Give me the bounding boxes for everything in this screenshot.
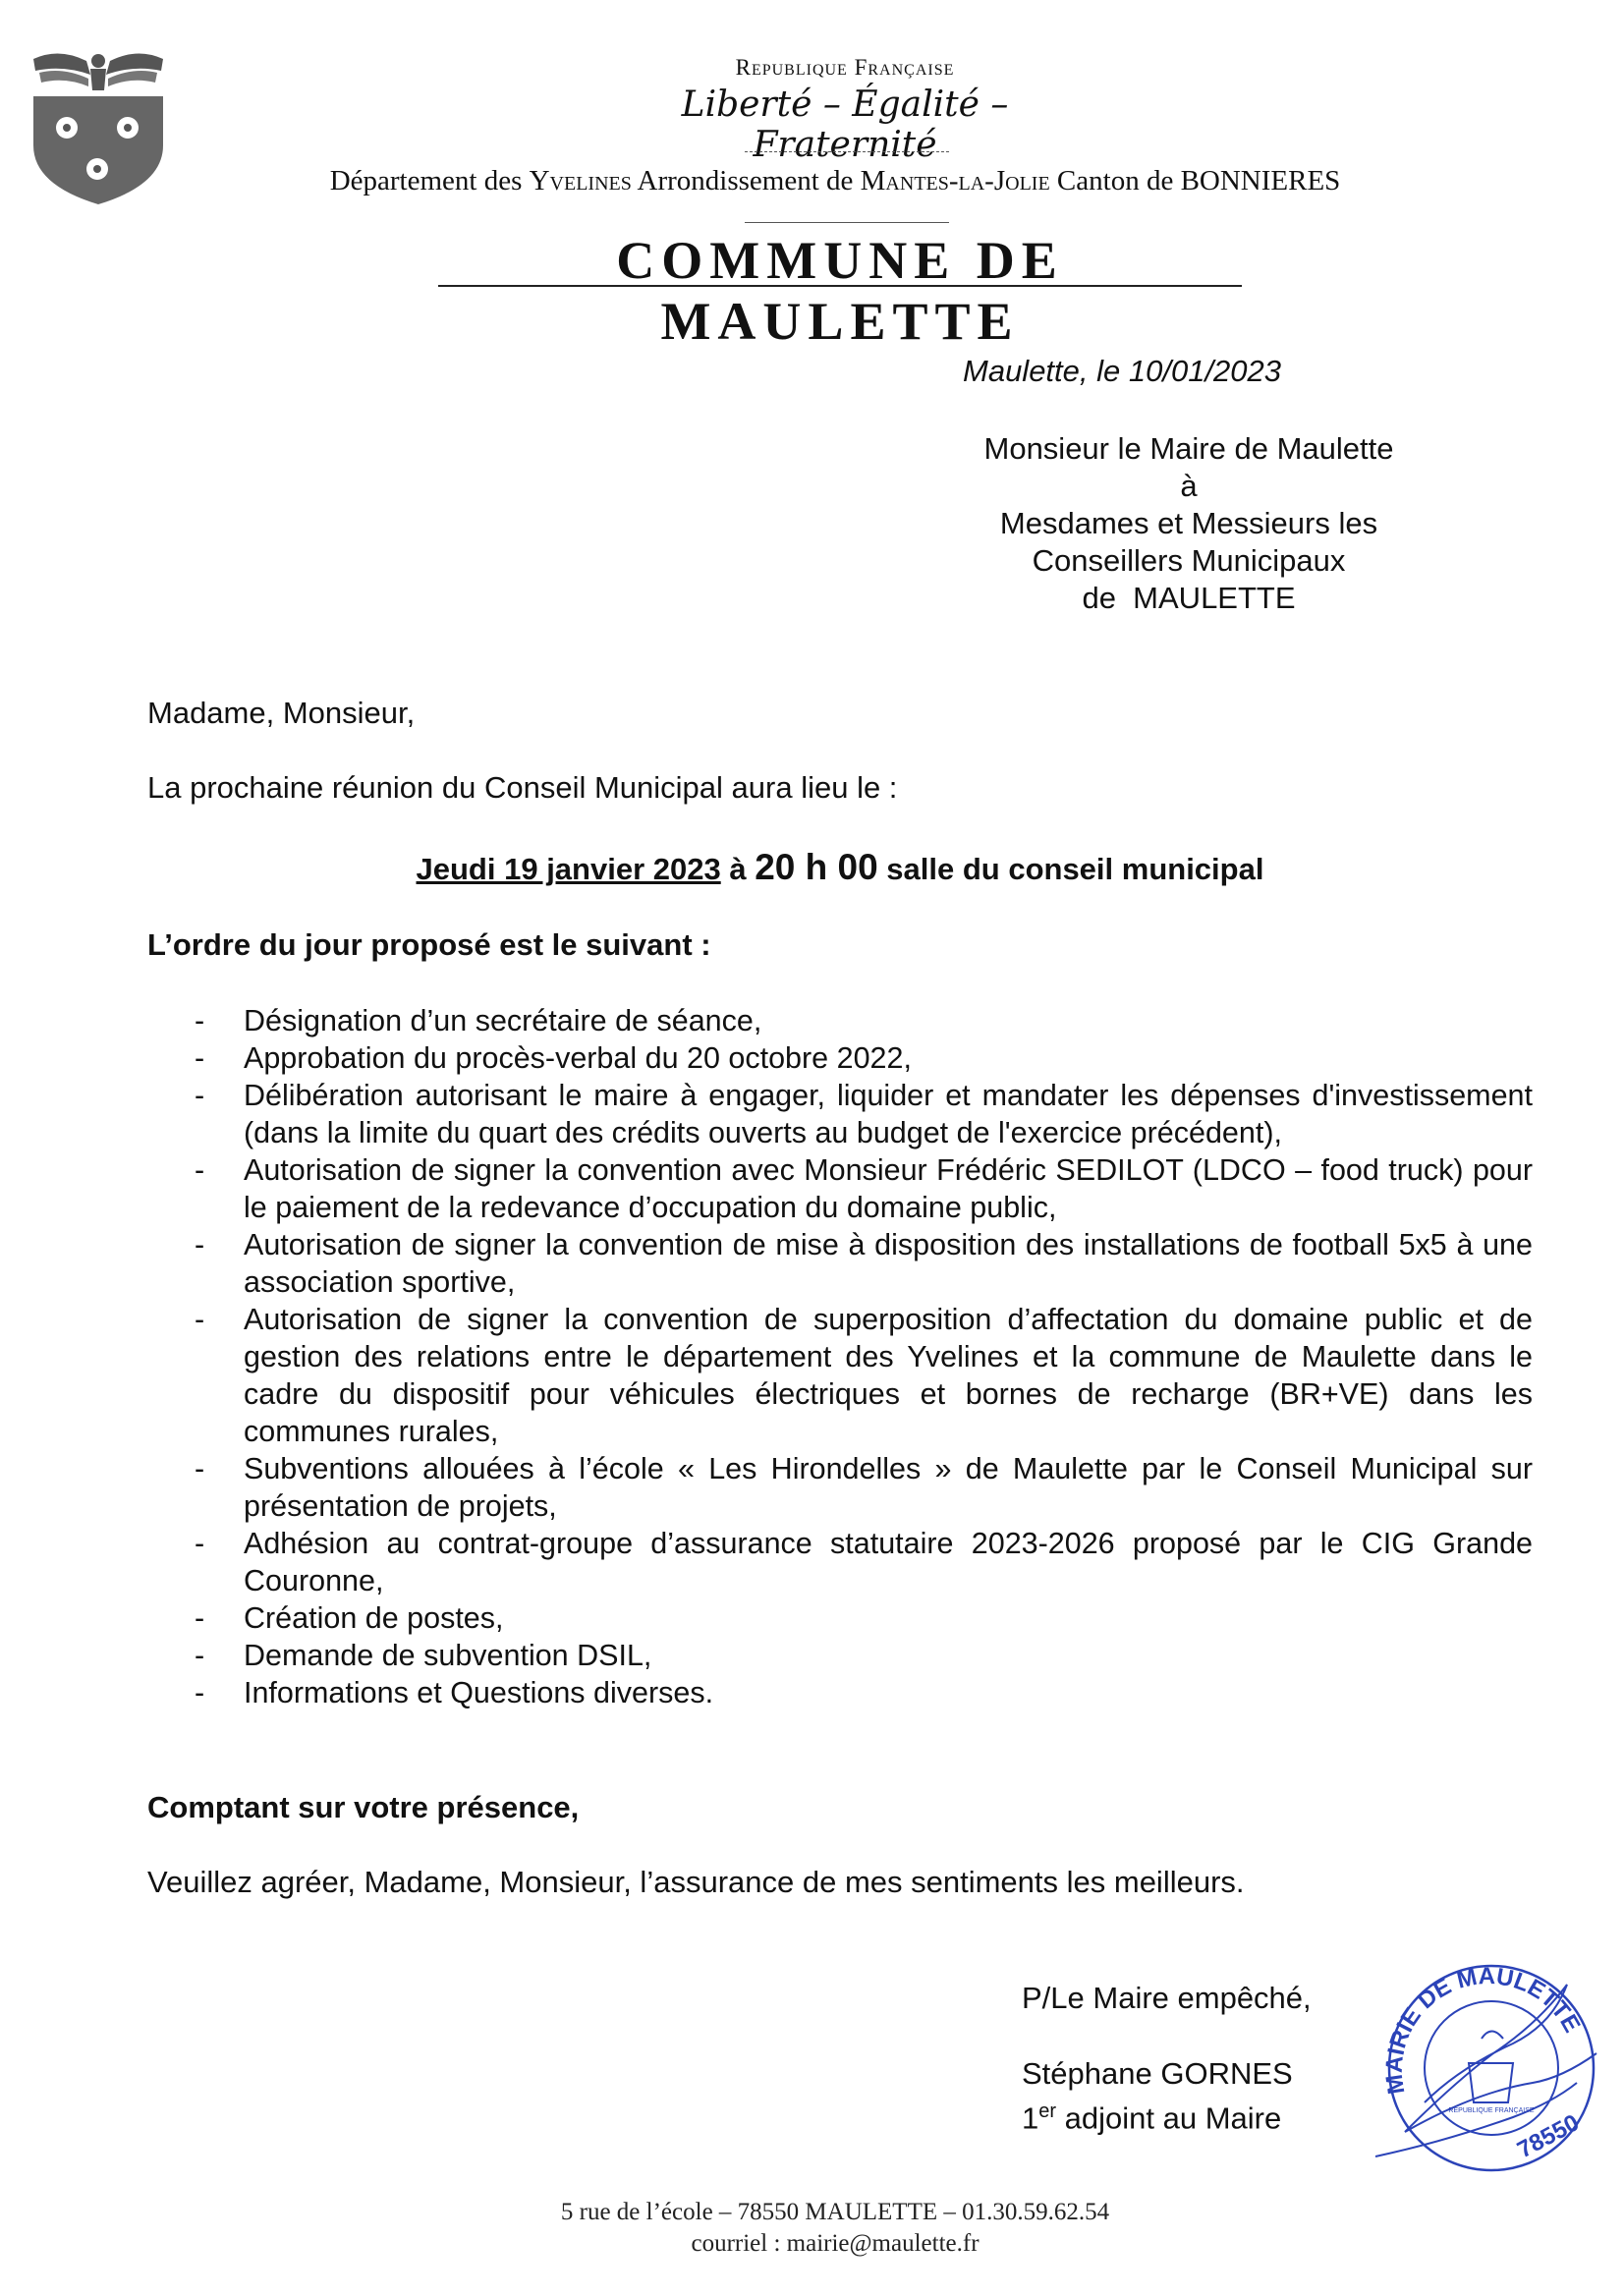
signatory-name: Stéphane GORNES (1022, 2056, 1293, 2091)
agenda-title: L’ordre du jour proposé est le suivant : (147, 927, 711, 962)
divider (745, 151, 949, 152)
signatory (1022, 2055, 1293, 2137)
list-item: - Demande de subvention DSIL, (195, 1639, 652, 1672)
footer (295, 2197, 1375, 2260)
list-item: - Création de postes, (195, 1601, 504, 1635)
stamp-inner: REPUBLIQUE FRANÇAISE (1448, 2107, 1535, 2114)
list-item: - Approbation du procès-verbal du 20 octobre 2022, (195, 1041, 912, 1075)
salutation: Madame, Monsieur, (147, 696, 416, 730)
commune-underline (438, 285, 1242, 287)
meeting-place: salle du conseil municipal (877, 852, 1264, 886)
footer-email: courriel : mairie@maulette.fr (691, 2230, 980, 2257)
agenda-list (147, 1002, 1533, 1711)
list-item: - Informations et Questions diverses. (195, 1676, 714, 1709)
list-item: - Délibération autorisant le maire à engager, liquider et mandater les dépenses d'investissement (dans la limite du quart des crédits ouverts au budget de l'exercice précédent), (195, 1079, 1533, 1149)
stamp-ring-text: MAIRIE DE MAULETTE (1380, 1963, 1586, 2097)
list-item: - Subventions allouées à l’école « Les Hirondelles » de Maulette par le Conseil Municipal sur présentation de projets, (195, 1452, 1533, 1523)
stamp-code: 78550 (1513, 2109, 1584, 2164)
intro-text: La prochaine réunion du Conseil Municipal aura lieu le : (147, 770, 898, 805)
administrative-location: Département des Yvelines Arrondissement de Mantes-la-Jolie Canton de BONNIERES (329, 165, 1341, 196)
closing-formula: Veuillez agréer, Madame, Monsieur, l’assurance de mes sentiments les meilleurs. (147, 1865, 1245, 1899)
republique-heading: Republique Française (735, 55, 955, 80)
meeting-info: Jeudi 19 janvier 2023 à 20 h 00 salle du conseil municipal (416, 847, 1264, 887)
list-item: - Désignation d’un secrétaire de séance, (195, 1004, 762, 1037)
meeting-date: Jeudi 19 janvier 2023 (416, 852, 721, 886)
coat-of-arms-logo (29, 47, 167, 206)
list-item: - Adhésion au contrat-groupe d’assurance statutaire 2023-2026 proposé par le CIG Grande Couronne, (195, 1527, 1533, 1597)
list-item: - Autorisation de signer la convention de mise à disposition des installations de football 5x5 à une association sportive, (195, 1228, 1533, 1299)
signature-title: P/Le Maire empêché, (1022, 1981, 1312, 2015)
signatory-role: 1er adjoint au Maire (1022, 2100, 1282, 2136)
commune-title: COMMUNE DE MAULETTE (616, 231, 1064, 351)
divider (745, 222, 949, 223)
official-stamp (1366, 1945, 1611, 2186)
letter-date: Maulette, le 10/01/2023 (963, 354, 1282, 388)
list-item: - Autorisation de signer la convention de superposition d’affectation du domaine public et de gestion des relations entre le département des Yvelines et la commune de Maulette dans le cadre du dispositif pour véhicules électriques et bornes de recharge (BR+VE) dans les communes rurales, (195, 1303, 1533, 1448)
closing-phrase: Comptant sur votre présence, (147, 1790, 580, 1824)
footer-address: 5 rue de l’école – 78550 MAULETTE – 01.30.59.62.54 (560, 2199, 1110, 2225)
recipient-address: Monsieur le Maire de Maulette à Mesdames et Messieurs les Conseillers Municipaux de MAULETTE (983, 431, 1394, 615)
list-item: - Autorisation de signer la convention avec Monsieur Frédéric SEDILOT (LDCO – food truck) pour le paiement de la redevance d’occupation du domaine public, (195, 1153, 1533, 1224)
meeting-time: 20 h 00 (755, 847, 878, 887)
national-motto: Liberté – Égalité – Fraternité (681, 84, 1009, 165)
